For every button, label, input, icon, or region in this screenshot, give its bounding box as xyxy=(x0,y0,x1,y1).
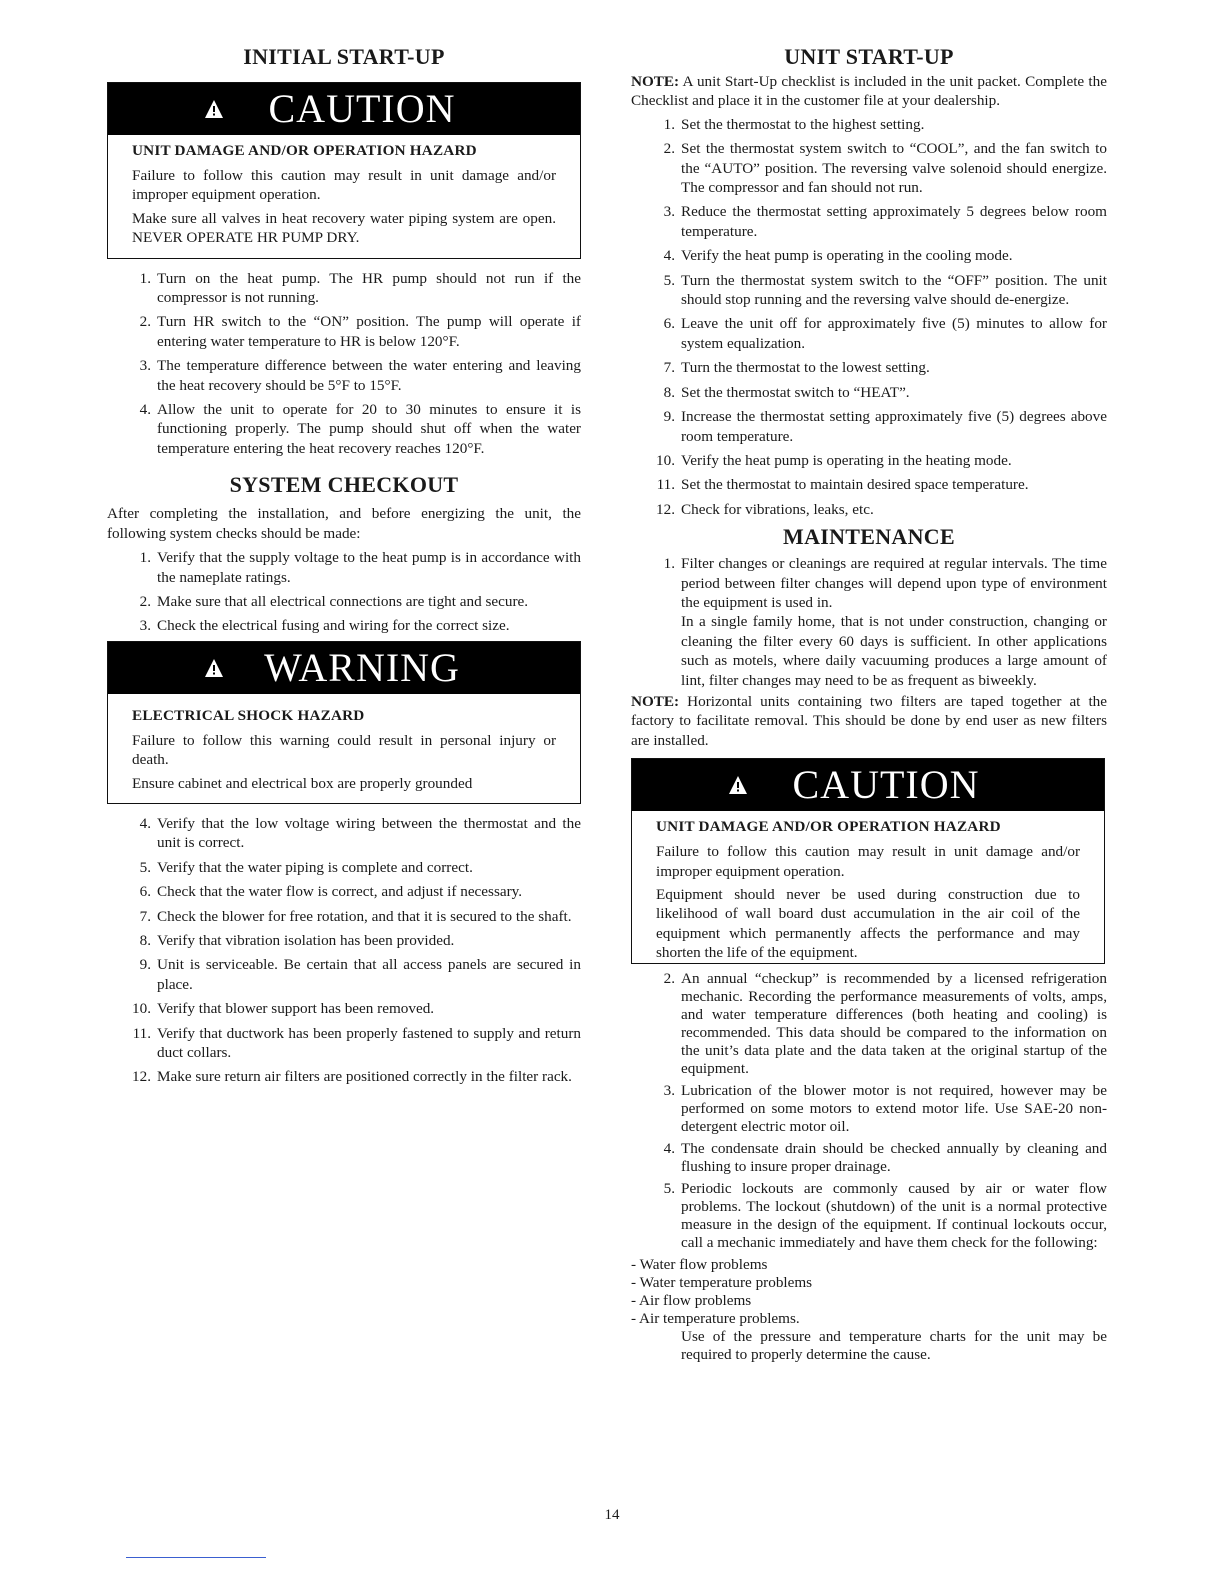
maintenance-step-1 xyxy=(631,554,1107,690)
step-text: Filter changes or cleanings are required at regular intervals. The time period between filter changes will depend upon type of environment the equipment is used in. xyxy=(681,555,1107,611)
list-item xyxy=(107,592,581,611)
caution-text: Failure to follow this caution may result in unit damage and/or improper equipment operation. xyxy=(656,843,1080,880)
step-number: 6. xyxy=(663,315,675,333)
step-text: Turn HR switch to the “ON” position. The pump will operate if entering water temperature to HR is below 120°F. xyxy=(157,313,581,350)
note-text: Horizontal units containing two filters are taped together at the factory to facilitate removal. This should be done by end user as new filters are installed. xyxy=(631,692,1107,749)
step-text: Allow the unit to operate for 20 to 30 minutes to ensure it is functioning properly. The pump should shut off when the water temperature entering the heat recovery reaches 120°F. xyxy=(157,401,581,457)
list-item xyxy=(631,451,1107,470)
step-number: 9. xyxy=(139,956,151,974)
step-text: Set the thermostat to the highest setting. xyxy=(681,115,925,133)
lockout-causes-list xyxy=(631,1256,1107,1328)
step-text: Verify the heat pump is operating in the cooling mode. xyxy=(681,247,1013,265)
step-number: 3. xyxy=(139,617,151,635)
step-number: 11. xyxy=(656,476,675,494)
step-number: 2. xyxy=(139,313,151,331)
step-text: Set the thermostat switch to “HEAT”. xyxy=(681,383,910,401)
step-number: 7. xyxy=(663,359,675,377)
step-text: Set the thermostat to maintain desired space temperature. xyxy=(681,476,1029,494)
system-checkout-heading: SYSTEM CHECKOUT xyxy=(229,472,459,498)
list-item xyxy=(107,356,581,395)
warning-triangle-icon xyxy=(204,99,224,119)
step-text: The condensate drain should be checked annually by cleaning and flushing to insure proper drainage. xyxy=(681,1139,1107,1175)
step-text-continued: In a single family home, that is not under construction, changing or cleaning the filter every 60 days is sufficient. In other applications such as motels, where daily vacuuming produces a large amount of lint, filter changes may need to be as frequent as biweekly. xyxy=(681,613,1107,689)
step-number: 2. xyxy=(139,592,151,610)
step-number: 1. xyxy=(139,269,151,287)
step-number: 10. xyxy=(656,451,675,469)
footer-rule xyxy=(126,1557,266,1558)
list-item xyxy=(631,407,1107,446)
caution-box xyxy=(107,82,581,259)
step-number: 1. xyxy=(663,555,675,573)
step-text: Verify that the supply voltage to the heat pump is in accordance with the nameplate ratings. xyxy=(157,549,581,586)
maintenance-heading: MAINTENANCE xyxy=(783,524,955,550)
list-item xyxy=(631,1180,1107,1252)
step-number: 4. xyxy=(139,814,151,832)
caution-text: Failure to follow this caution may result in unit damage and/or improper equipment operation. xyxy=(132,167,556,204)
step-number: 10. xyxy=(132,1000,151,1018)
list-item xyxy=(631,358,1107,377)
list-item xyxy=(107,548,581,587)
unit-startup-heading: UNIT START-UP xyxy=(784,44,954,69)
caution-hazard-title: UNIT DAMAGE AND/OR OPERATION HAZARD xyxy=(132,142,477,159)
step-text: Set the thermostat system switch to “COOL”, and the fan switch to the “AUTO” position. The reversing valve solenoid should energize. The compressor and fan should not run. xyxy=(681,140,1107,197)
list-item xyxy=(631,1140,1107,1176)
list-item xyxy=(107,999,581,1018)
list-item xyxy=(107,931,581,950)
list-item xyxy=(631,139,1107,197)
lockout-cause-item: - Air flow problems xyxy=(631,1291,752,1309)
system-checkout-steps-a xyxy=(107,548,581,636)
step-number: 6. xyxy=(139,883,151,901)
step-text: Turn the thermostat to the lowest setting. xyxy=(681,359,930,377)
step-number: 3. xyxy=(663,203,675,221)
step-text: Turn the thermostat system switch to the “OFF” position. The unit should stop running and the reversing valve should de-energize. xyxy=(681,271,1107,309)
step-text: Verify that the low voltage wiring between the thermostat and the unit is correct. xyxy=(157,814,581,852)
warning-banner xyxy=(108,642,580,694)
caution-banner-text: CAUTION xyxy=(268,86,456,131)
lockout-cause-item: - Water flow problems xyxy=(631,1255,768,1273)
step-text: Verify that the water piping is complete and correct. xyxy=(157,858,473,876)
list-item xyxy=(107,1024,581,1063)
note-label: NOTE: xyxy=(631,692,680,710)
warning-hazard-title: ELECTRICAL SHOCK HAZARD xyxy=(132,706,365,724)
unit-startup-note xyxy=(631,72,1107,111)
step-number: 2. xyxy=(663,140,675,158)
warning-triangle-icon xyxy=(204,658,224,678)
list-item xyxy=(107,616,581,635)
step-number: 12. xyxy=(132,1068,151,1086)
step-number: 2. xyxy=(663,969,675,987)
lockout-cause-item: - Air temperature problems. xyxy=(631,1309,800,1327)
list-item xyxy=(631,1082,1107,1136)
warning-instruction: Ensure cabinet and electrical box are properly grounded xyxy=(132,774,473,792)
maintenance-closing: Use of the pressure and temperature charts for the unit may be required to properly determine the cause. xyxy=(681,1327,1107,1363)
list-item xyxy=(631,475,1107,494)
step-number: 11. xyxy=(132,1024,151,1042)
caution-instruction: Make sure all valves in heat recovery water piping system are open. NEVER OPERATE HR PUMP DRY. xyxy=(132,209,556,247)
list-item xyxy=(107,858,581,877)
caution-box xyxy=(631,758,1105,963)
list-item xyxy=(631,500,1107,519)
step-number: 4. xyxy=(663,1139,675,1157)
list-item xyxy=(107,907,581,926)
step-text: Unit is serviceable. Be certain that all access panels are secured in place. xyxy=(157,956,581,993)
step-number: 1. xyxy=(139,549,151,567)
unit-startup-steps xyxy=(631,115,1107,519)
caution-hazard-title: UNIT DAMAGE AND/OR OPERATION HAZARD xyxy=(656,818,1001,836)
step-number: 8. xyxy=(663,383,675,401)
page-number: 14 xyxy=(604,1507,620,1523)
list-item xyxy=(107,955,581,994)
list-item xyxy=(107,1067,581,1086)
step-text: Check the blower for free rotation, and that it is secured to the shaft. xyxy=(157,907,572,925)
step-text: Lubrication of the blower motor is not required, however may be performed on some motors to extend motor life. Use SAE-20 non-detergent electric motor oil. xyxy=(681,1081,1107,1135)
maintenance-steps xyxy=(631,970,1107,1252)
list-item xyxy=(631,202,1107,241)
step-text: Increase the thermostat setting approximately five (5) degrees above room temperature. xyxy=(681,408,1107,445)
warning-triangle-icon xyxy=(728,775,748,795)
list-item xyxy=(107,312,581,351)
list-item xyxy=(631,554,1107,690)
note-text: A unit Start-Up checklist is included in the unit packet. Complete the Checklist and place it in the customer file at your dealership. xyxy=(631,73,1107,110)
lockout-cause-item: - Water temperature problems xyxy=(631,1273,813,1291)
step-text: Turn on the heat pump. The HR pump should not run if the compressor is not running. xyxy=(157,269,581,307)
step-text: Leave the unit off for approximately five (5) minutes to allow for system equalization. xyxy=(681,315,1107,352)
step-number: 1. xyxy=(663,115,675,133)
caution-banner xyxy=(108,83,580,135)
list-item xyxy=(631,246,1107,265)
step-number: 7. xyxy=(139,907,151,925)
list-item xyxy=(631,314,1107,353)
step-text: Make sure return air filters are positioned correctly in the filter rack. xyxy=(157,1068,572,1086)
left-column xyxy=(107,44,581,1092)
caution-instruction: Equipment should never be used during construction due to likelihood of wall board dust accumulation in the air coil of the equipment which permanently affects the performance and may shorten the life of the equipment. xyxy=(656,886,1080,962)
caution-banner-text: CAUTION xyxy=(792,762,980,808)
warning-banner-text: WARNING xyxy=(264,644,460,690)
caution-banner xyxy=(632,759,1104,811)
step-text: Reduce the thermostat setting approximately 5 degrees below room temperature. xyxy=(681,203,1107,240)
step-text: Verify that blower support has been removed. xyxy=(157,1000,435,1018)
step-text: Verify that ductwork has been properly fastened to supply and return duct collars. xyxy=(157,1024,581,1061)
step-number: 4. xyxy=(663,247,675,265)
step-text: An annual “checkup” is recommended by a licensed refrigeration mechanic. Recording the performance measurements of volts, amps, and water temperature differences (both heating and cooling) is recommended. This data should be compared to the information on the unit’s data plate and the data taken at the original startup of the equipment. xyxy=(681,969,1107,1077)
maintenance-note xyxy=(631,692,1107,750)
step-text: Check that the water flow is correct, and adjust if necessary. xyxy=(157,883,523,901)
step-number: 4. xyxy=(139,401,151,419)
list-item xyxy=(107,269,581,308)
list-item xyxy=(631,271,1107,310)
step-text: Periodic lockouts are commonly caused by air or water flow problems. The lockout (shutdown) of the unit is a normal protective measure in the design of the equipment. If continual lockouts occur, call a mechanic immediately and have them check for the following: xyxy=(681,1179,1107,1251)
list-item xyxy=(107,814,581,853)
step-text: Verify the heat pump is operating in the heating mode. xyxy=(681,451,1012,469)
step-number: 3. xyxy=(663,1081,675,1099)
initial-startup-steps xyxy=(107,269,581,459)
maintenance-steps-block xyxy=(631,970,1107,1364)
step-number: 8. xyxy=(139,931,151,949)
step-number: 5. xyxy=(139,858,151,876)
system-checkout-steps-b xyxy=(107,814,581,1087)
note-label: NOTE: xyxy=(631,73,680,90)
step-text: Verify that vibration isolation has been provided. xyxy=(157,931,455,949)
right-column xyxy=(631,44,1107,1364)
step-text: Check for vibrations, leaks, etc. xyxy=(681,500,874,518)
step-number: 5. xyxy=(663,271,675,289)
list-item xyxy=(631,970,1107,1078)
step-text: Check the electrical fusing and wiring for the correct size. xyxy=(157,617,510,635)
step-number: 12. xyxy=(656,500,675,518)
step-text: The temperature difference between the water entering and leaving the heat recovery should be 5°F to 15°F. xyxy=(157,357,581,394)
list-item xyxy=(107,400,581,458)
step-number: 3. xyxy=(139,357,151,375)
list-item xyxy=(631,383,1107,402)
initial-startup-heading: INITIAL START-UP xyxy=(243,44,445,69)
warning-box xyxy=(107,641,581,804)
step-text: Make sure that all electrical connections are tight and secure. xyxy=(157,592,529,610)
list-item xyxy=(107,882,581,901)
list-item xyxy=(631,115,1107,134)
step-number: 5. xyxy=(663,1179,675,1197)
system-checkout-intro: After completing the installation, and before energizing the unit, the following system checks should be made: xyxy=(107,505,581,542)
warning-text: Failure to follow this warning could result in personal injury or death. xyxy=(132,731,556,769)
step-number: 9. xyxy=(663,408,675,426)
